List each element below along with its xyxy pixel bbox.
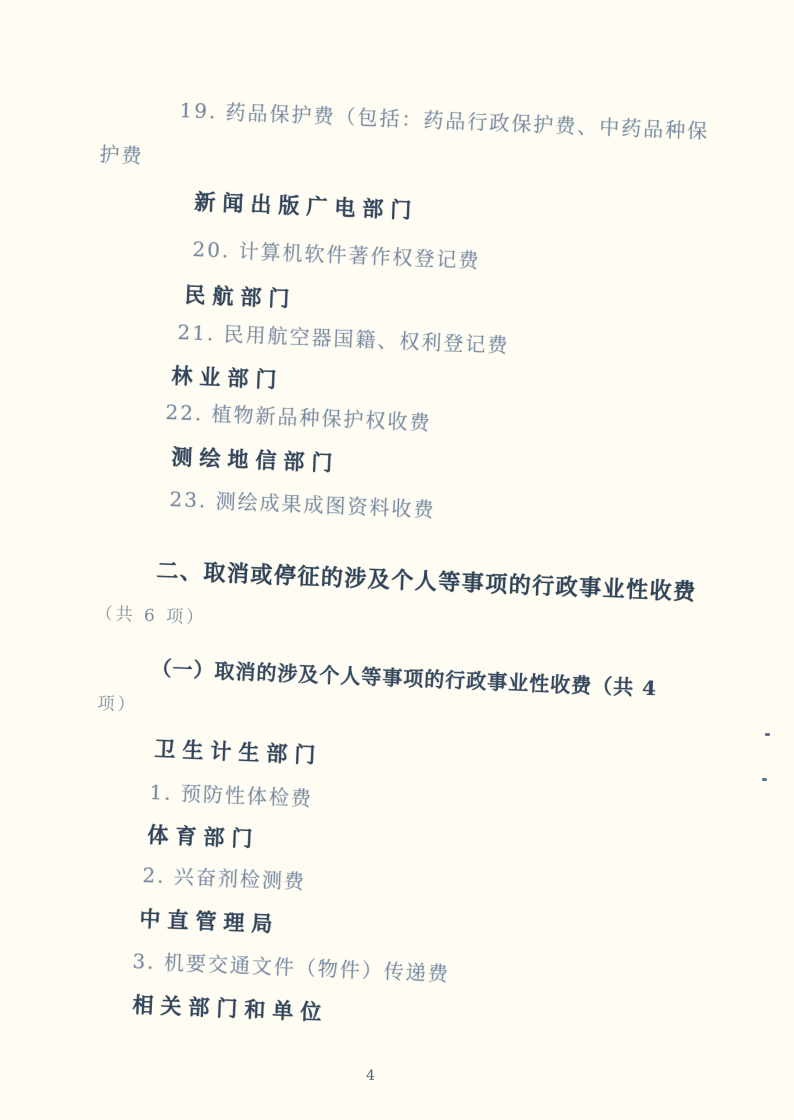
ink-speck xyxy=(765,733,770,736)
department-heading: 卫生计生部门 xyxy=(153,736,323,768)
department-heading: 相关部门和单位 xyxy=(131,992,329,1025)
continuation-line: （共 6 项） xyxy=(95,604,207,629)
continuation-line: 项） xyxy=(97,694,138,716)
section-heading: 二、取消或停征的涉及个人等事项的行政事业性收费 xyxy=(155,558,698,606)
department-heading: 中直管理局 xyxy=(138,906,280,937)
page-number: 4 xyxy=(366,1068,375,1084)
fee-item-line: 23. 测绘成果成图资料收费 xyxy=(169,487,436,522)
fee-item-line: 2. 兴奋剂检测费 xyxy=(142,863,307,894)
department-heading: 林业部门 xyxy=(170,363,284,393)
department-heading: 民航部门 xyxy=(183,282,297,312)
department-heading: 体育部门 xyxy=(146,822,260,852)
fee-item-line: 护费 xyxy=(99,142,144,168)
ink-speck xyxy=(762,778,767,781)
subsection-heading: （一）取消的涉及个人等事项的行政事业性收费（共 4 xyxy=(151,656,658,701)
fee-item-line: 3. 机要交通文件（物件）传递费 xyxy=(132,949,451,986)
fee-item-line: 21. 民用航空器国籍、权利登记费 xyxy=(177,320,510,358)
fee-item-line: 20. 计算机软件著作权登记费 xyxy=(192,237,481,273)
fee-item-line: 1. 预防性体检费 xyxy=(149,780,314,811)
department-heading: 新闻出版广电部门 xyxy=(193,189,419,223)
department-heading: 测绘地信部门 xyxy=(170,444,340,476)
fee-item-line: 19. 药品保护费（包括：药品行政保护费、中药品种保 xyxy=(179,98,710,144)
fee-item-line: 22. 植物新品种保护权收费 xyxy=(165,400,432,435)
